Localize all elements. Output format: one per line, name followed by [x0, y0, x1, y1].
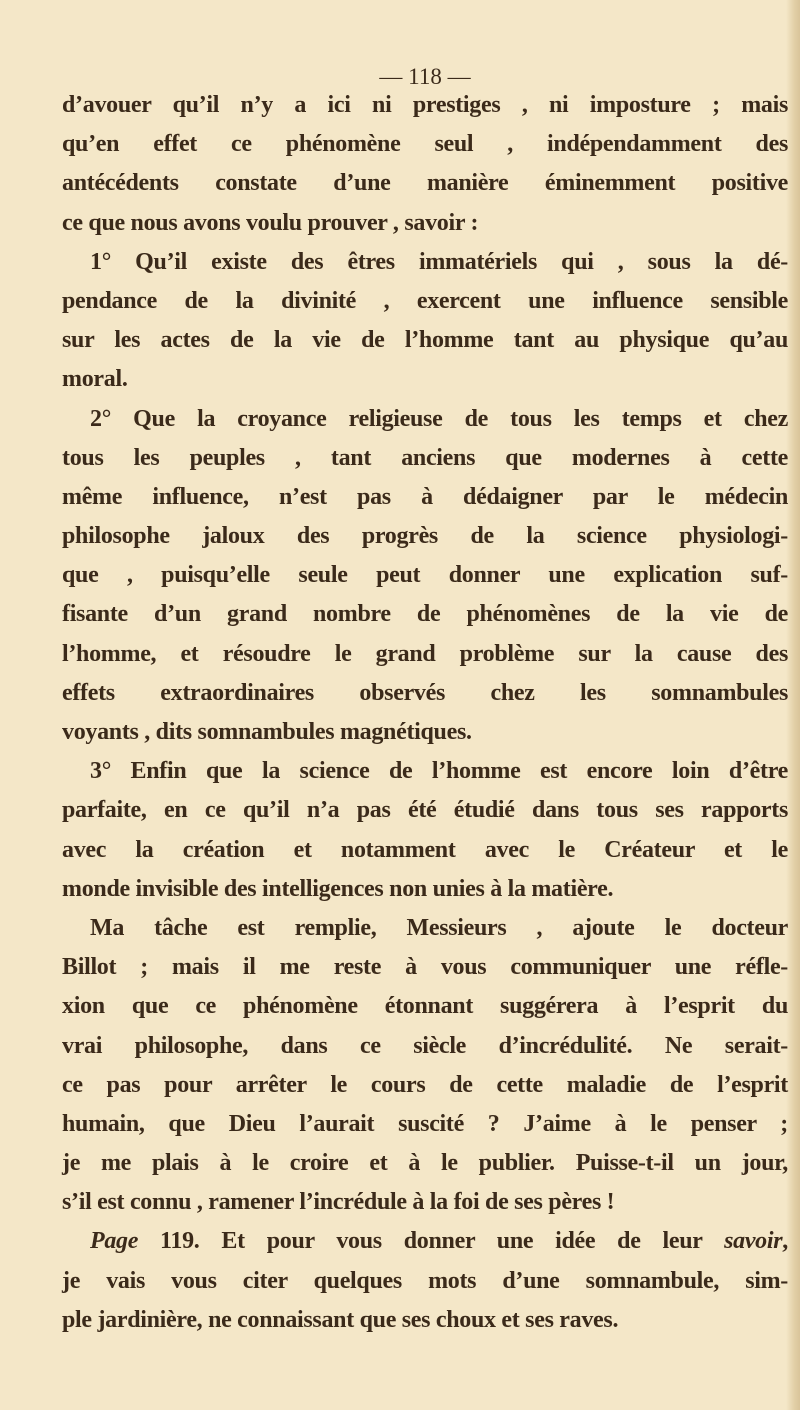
savoir-italic: savoir — [724, 1228, 783, 1255]
text-line: antécédents constate d’une manière éminemment positive — [62, 170, 788, 197]
text-line: voyants , dits somnambules magnétiques. — [62, 719, 472, 745]
text-line: 3° Enfin que la science de l’homme est encore loin d’être — [90, 758, 788, 785]
page-edge-shadow — [786, 0, 800, 1410]
text-line: parfaite, en ce qu’il n’a pas été étudié dans tous ses rapports — [62, 797, 788, 824]
text-line: effets extraordinaires observés chez les somnambules — [62, 679, 788, 706]
text-line: vrai philosophe, dans ce siècle d’incrédulité. Ne serait- — [62, 1032, 788, 1059]
text-line: ce que nous avons voulu prouver , savoir : — [62, 209, 479, 236]
body-text — [62, 86, 788, 1340]
text-line: 2° Que la croyance religieuse de tous les temps et chez — [90, 405, 788, 432]
text-line: même influence, n’est pas à dédaigner par le médecin — [62, 483, 788, 510]
text-line: 1° Qu’il existe des êtres immatériels qui , sous la dé- — [90, 248, 788, 275]
text-line: d’avouer qu’il n’y a ici ni prestiges , ni imposture ; mais — [62, 92, 788, 118]
text-line: Billot ; mais il me reste à vous communiquer une réfle- — [62, 954, 788, 981]
text-line: que , puisqu’elle seule peut donner une explication suf- — [62, 562, 788, 589]
text-line: ple jardinière, ne connaissant que ses choux et ses raves. — [62, 1306, 619, 1333]
comma: , — [782, 1228, 788, 1255]
text-line: qu’en effet ce phénomène seul , indépendamment des — [62, 131, 788, 158]
text-line: pendance de la divinité , exercent une influence sensible — [62, 287, 788, 314]
text-line: philosophe jaloux des progrès de la science physiologi- — [62, 523, 788, 550]
text-line: je vais vous citer quelques mots d’une somnambule, sim- — [62, 1267, 788, 1294]
text-line: moral. — [62, 366, 128, 393]
text-line: monde invisible des intelligences non unies à la matière. — [62, 875, 614, 902]
text-line: xion que ce phénomène étonnant suggérera à l’esprit du — [62, 993, 788, 1020]
page-ref-text: 119. Et pour vous donner une idée de leur — [138, 1228, 725, 1255]
text-line: fisante d’un grand nombre de phénomènes de la vie de — [62, 601, 788, 628]
text-line: ce pas pour arrêter le cours de cette maladie de l’esprit — [62, 1071, 788, 1098]
page-number: — 118 — — [379, 64, 471, 89]
text-line-page-ref — [62, 1222, 788, 1261]
text-line: avec la création et notamment avec le Créateur et le — [62, 836, 788, 863]
text-line: l’homme, et résoudre le grand problème sur la cause des — [62, 640, 788, 667]
page-ref-italic: Page — [90, 1228, 139, 1255]
text-line: tous les peuples , tant anciens que modernes à cette — [62, 444, 788, 471]
text-line: s’il est connu , ramener l’incrédule à la foi de ses pères ! — [62, 1189, 615, 1216]
text-line: humain, que Dieu l’aurait suscité ? J’aime à le penser ; — [62, 1110, 788, 1137]
text-line: je me plais à le croire et à le publier. Puisse-t-il un jour, — [62, 1150, 788, 1177]
text-line: sur les actes de la vie de l’homme tant au physique qu’au — [62, 327, 788, 354]
text-line: Ma tâche est remplie, Messieurs , ajoute le docteur — [90, 914, 788, 941]
